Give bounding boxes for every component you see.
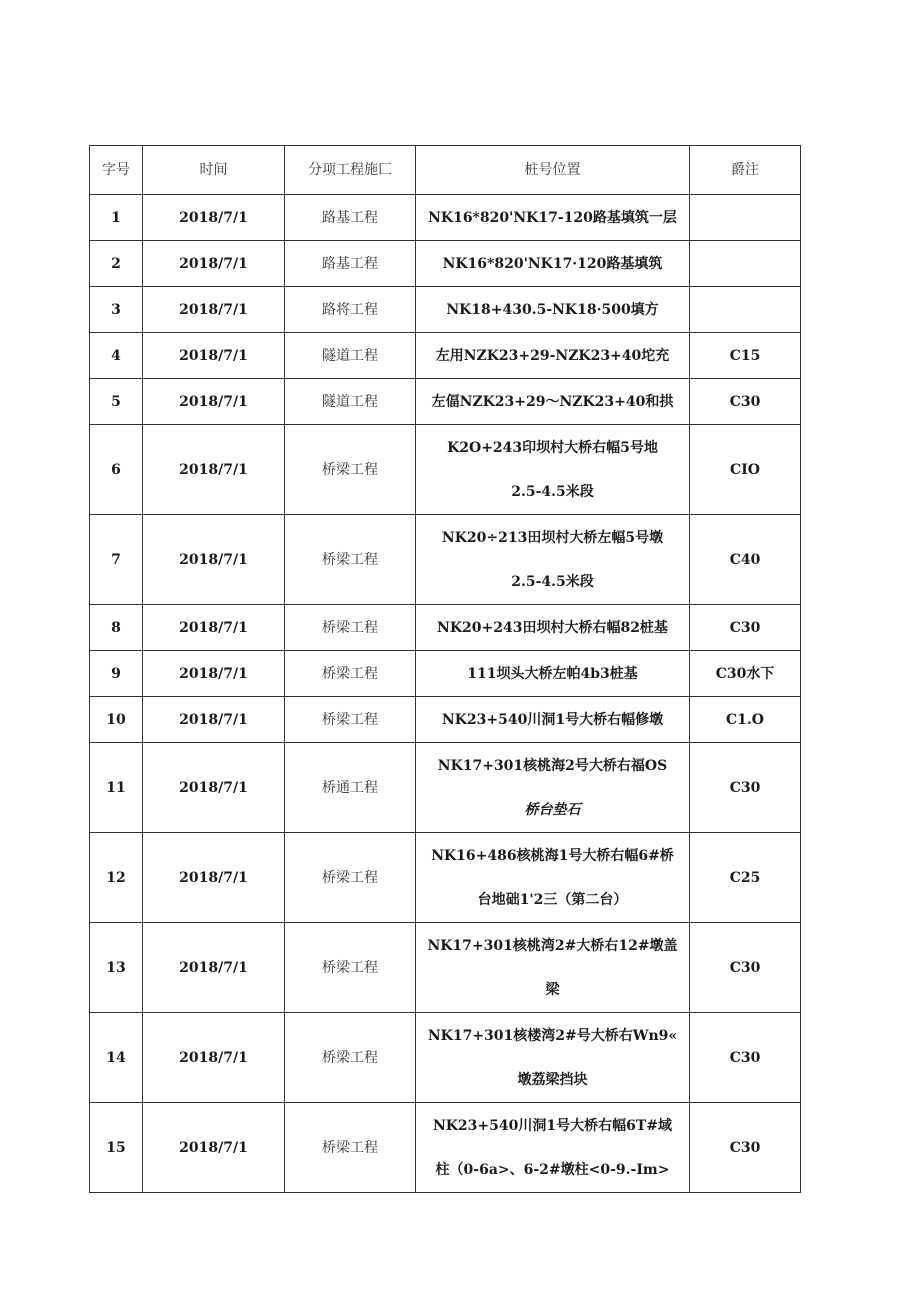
row-index: 7	[90, 515, 143, 605]
row-date: 2018/7/1	[143, 241, 285, 287]
row-location-line2: 桥台垫石	[524, 801, 581, 818]
table-row	[90, 651, 801, 697]
row-location	[416, 923, 690, 1013]
row-index: 8	[90, 605, 143, 651]
row-location-line1: NK18+430.5-NK18·500填方	[446, 301, 659, 318]
table-row	[90, 425, 801, 515]
row-location-line1: NK17+301核桃海2号大桥右福OS	[437, 757, 668, 774]
row-location-line1: NK16*820'NK17·120路基填筑	[442, 255, 663, 272]
row-date: 2018/7/1	[143, 697, 285, 743]
row-location-line1: NK23+540川洞1号大桥右幅修墩	[441, 711, 664, 728]
row-location-line2: 梁	[545, 981, 560, 998]
row-location-line1: 左用NZK23+29-NZK23+40坨充	[435, 347, 670, 364]
row-location-line1: 左偪NZK23+29～NZK23+40和拱	[431, 393, 674, 410]
table-row	[90, 515, 801, 605]
row-index: 1	[90, 195, 143, 241]
row-date: 2018/7/1	[143, 651, 285, 697]
table-row	[90, 743, 801, 833]
row-note: C25	[690, 833, 801, 923]
row-index: 9	[90, 651, 143, 697]
table-row	[90, 923, 801, 1013]
row-location	[416, 515, 690, 605]
row-index: 11	[90, 743, 143, 833]
row-location-line1: NK17+301核楼湾2#号大桥右Wn9«	[427, 1027, 678, 1044]
header-index: 字号	[90, 146, 143, 195]
row-location	[416, 1103, 690, 1193]
row-location	[416, 651, 690, 697]
row-note: C40	[690, 515, 801, 605]
table-row	[90, 833, 801, 923]
row-work-type: 隧道工程	[285, 333, 416, 379]
header-row	[90, 146, 801, 195]
table-row	[90, 241, 801, 287]
row-work-type: 桥梁工程	[285, 1013, 416, 1103]
table-row	[90, 1103, 801, 1193]
row-work-type: 隧道工程	[285, 379, 416, 425]
row-location	[416, 1013, 690, 1103]
row-date: 2018/7/1	[143, 379, 285, 425]
row-location	[416, 605, 690, 651]
table-row	[90, 1013, 801, 1103]
table-row	[90, 697, 801, 743]
row-work-type: 桥梁工程	[285, 651, 416, 697]
row-location	[416, 743, 690, 833]
row-date: 2018/7/1	[143, 425, 285, 515]
row-work-type: 桥梁工程	[285, 605, 416, 651]
table-row	[90, 379, 801, 425]
row-date: 2018/7/1	[143, 923, 285, 1013]
row-work-type: 桥通工程	[285, 743, 416, 833]
row-date: 2018/7/1	[143, 743, 285, 833]
row-location	[416, 333, 690, 379]
row-location-line2: 台地础1'2三（第二台）	[477, 891, 628, 908]
row-index: 6	[90, 425, 143, 515]
row-work-type: 桥梁工程	[285, 923, 416, 1013]
row-location	[416, 241, 690, 287]
row-index: 13	[90, 923, 143, 1013]
row-location	[416, 379, 690, 425]
row-date: 2018/7/1	[143, 1103, 285, 1193]
row-note: C30	[690, 1103, 801, 1193]
table-row	[90, 195, 801, 241]
row-location-line2: 2.5-4.5米段	[511, 573, 594, 590]
row-location-line2: 2.5-4.5米段	[511, 483, 594, 500]
row-index: 4	[90, 333, 143, 379]
header-location: 桩号位置	[416, 146, 690, 195]
row-work-type: 桥梁工程	[285, 697, 416, 743]
row-note: C30	[690, 605, 801, 651]
header-work-type: 分项工程施匚	[285, 146, 416, 195]
header-note: 爵注	[690, 146, 801, 195]
row-location-line1: NK16+486核桃海1号大桥右幅6#桥	[431, 847, 674, 864]
row-work-type: 桥梁工程	[285, 425, 416, 515]
row-index: 10	[90, 697, 143, 743]
row-location-line1: NK20÷213田坝村大桥左幅5号墩	[441, 529, 664, 546]
row-location	[416, 287, 690, 333]
row-date: 2018/7/1	[143, 605, 285, 651]
row-note	[690, 195, 801, 241]
row-work-type: 桥梁工程	[285, 515, 416, 605]
row-location-line2: 柱（0-6a>、6-2#墩柱<0-9.-Im>	[435, 1161, 670, 1178]
row-location-line1: K2O+243印坝村大桥右幅5号地	[447, 439, 658, 456]
row-note: C30	[690, 379, 801, 425]
row-index: 12	[90, 833, 143, 923]
row-work-type: 路将工程	[285, 287, 416, 333]
row-index: 2	[90, 241, 143, 287]
row-work-type: 桥梁工程	[285, 1103, 416, 1193]
row-note: C30	[690, 743, 801, 833]
table-row	[90, 333, 801, 379]
row-work-type: 路基工程	[285, 195, 416, 241]
row-note: C30水下	[690, 651, 801, 697]
row-index: 3	[90, 287, 143, 333]
row-location-line2: 墩荔梁挡块	[517, 1071, 588, 1088]
row-date: 2018/7/1	[143, 833, 285, 923]
row-note	[690, 287, 801, 333]
row-work-type: 路基工程	[285, 241, 416, 287]
row-index: 14	[90, 1013, 143, 1103]
row-note: CIO	[690, 425, 801, 515]
row-note: C15	[690, 333, 801, 379]
row-location-line1: NK20+243田坝村大桥右幅82桩基	[437, 619, 668, 636]
row-index: 15	[90, 1103, 143, 1193]
row-note: C30	[690, 1013, 801, 1103]
table-row	[90, 287, 801, 333]
row-location	[416, 697, 690, 743]
row-date: 2018/7/1	[143, 287, 285, 333]
row-work-type: 桥梁工程	[285, 833, 416, 923]
row-date: 2018/7/1	[143, 195, 285, 241]
row-note: C30	[690, 923, 801, 1013]
row-location	[416, 833, 690, 923]
row-date: 2018/7/1	[143, 1013, 285, 1103]
row-location-line1: 111坝头大桥左帕4b3桩基	[467, 665, 638, 682]
row-note: C1.O	[690, 697, 801, 743]
header-date: 时间	[143, 146, 285, 195]
row-location	[416, 195, 690, 241]
construction-log-table	[89, 145, 801, 1193]
table-row	[90, 605, 801, 651]
row-location-line1: NK16*820'NK17-120路基填筑一层	[428, 209, 677, 226]
row-note	[690, 241, 801, 287]
row-location	[416, 425, 690, 515]
row-location-line1: NK17+301核桃湾2#大桥右12#墩盖	[427, 937, 678, 954]
row-date: 2018/7/1	[143, 515, 285, 605]
row-location-line1: NK23+540川洞1号大桥右幅6T#域	[432, 1117, 673, 1134]
row-date: 2018/7/1	[143, 333, 285, 379]
row-index: 5	[90, 379, 143, 425]
